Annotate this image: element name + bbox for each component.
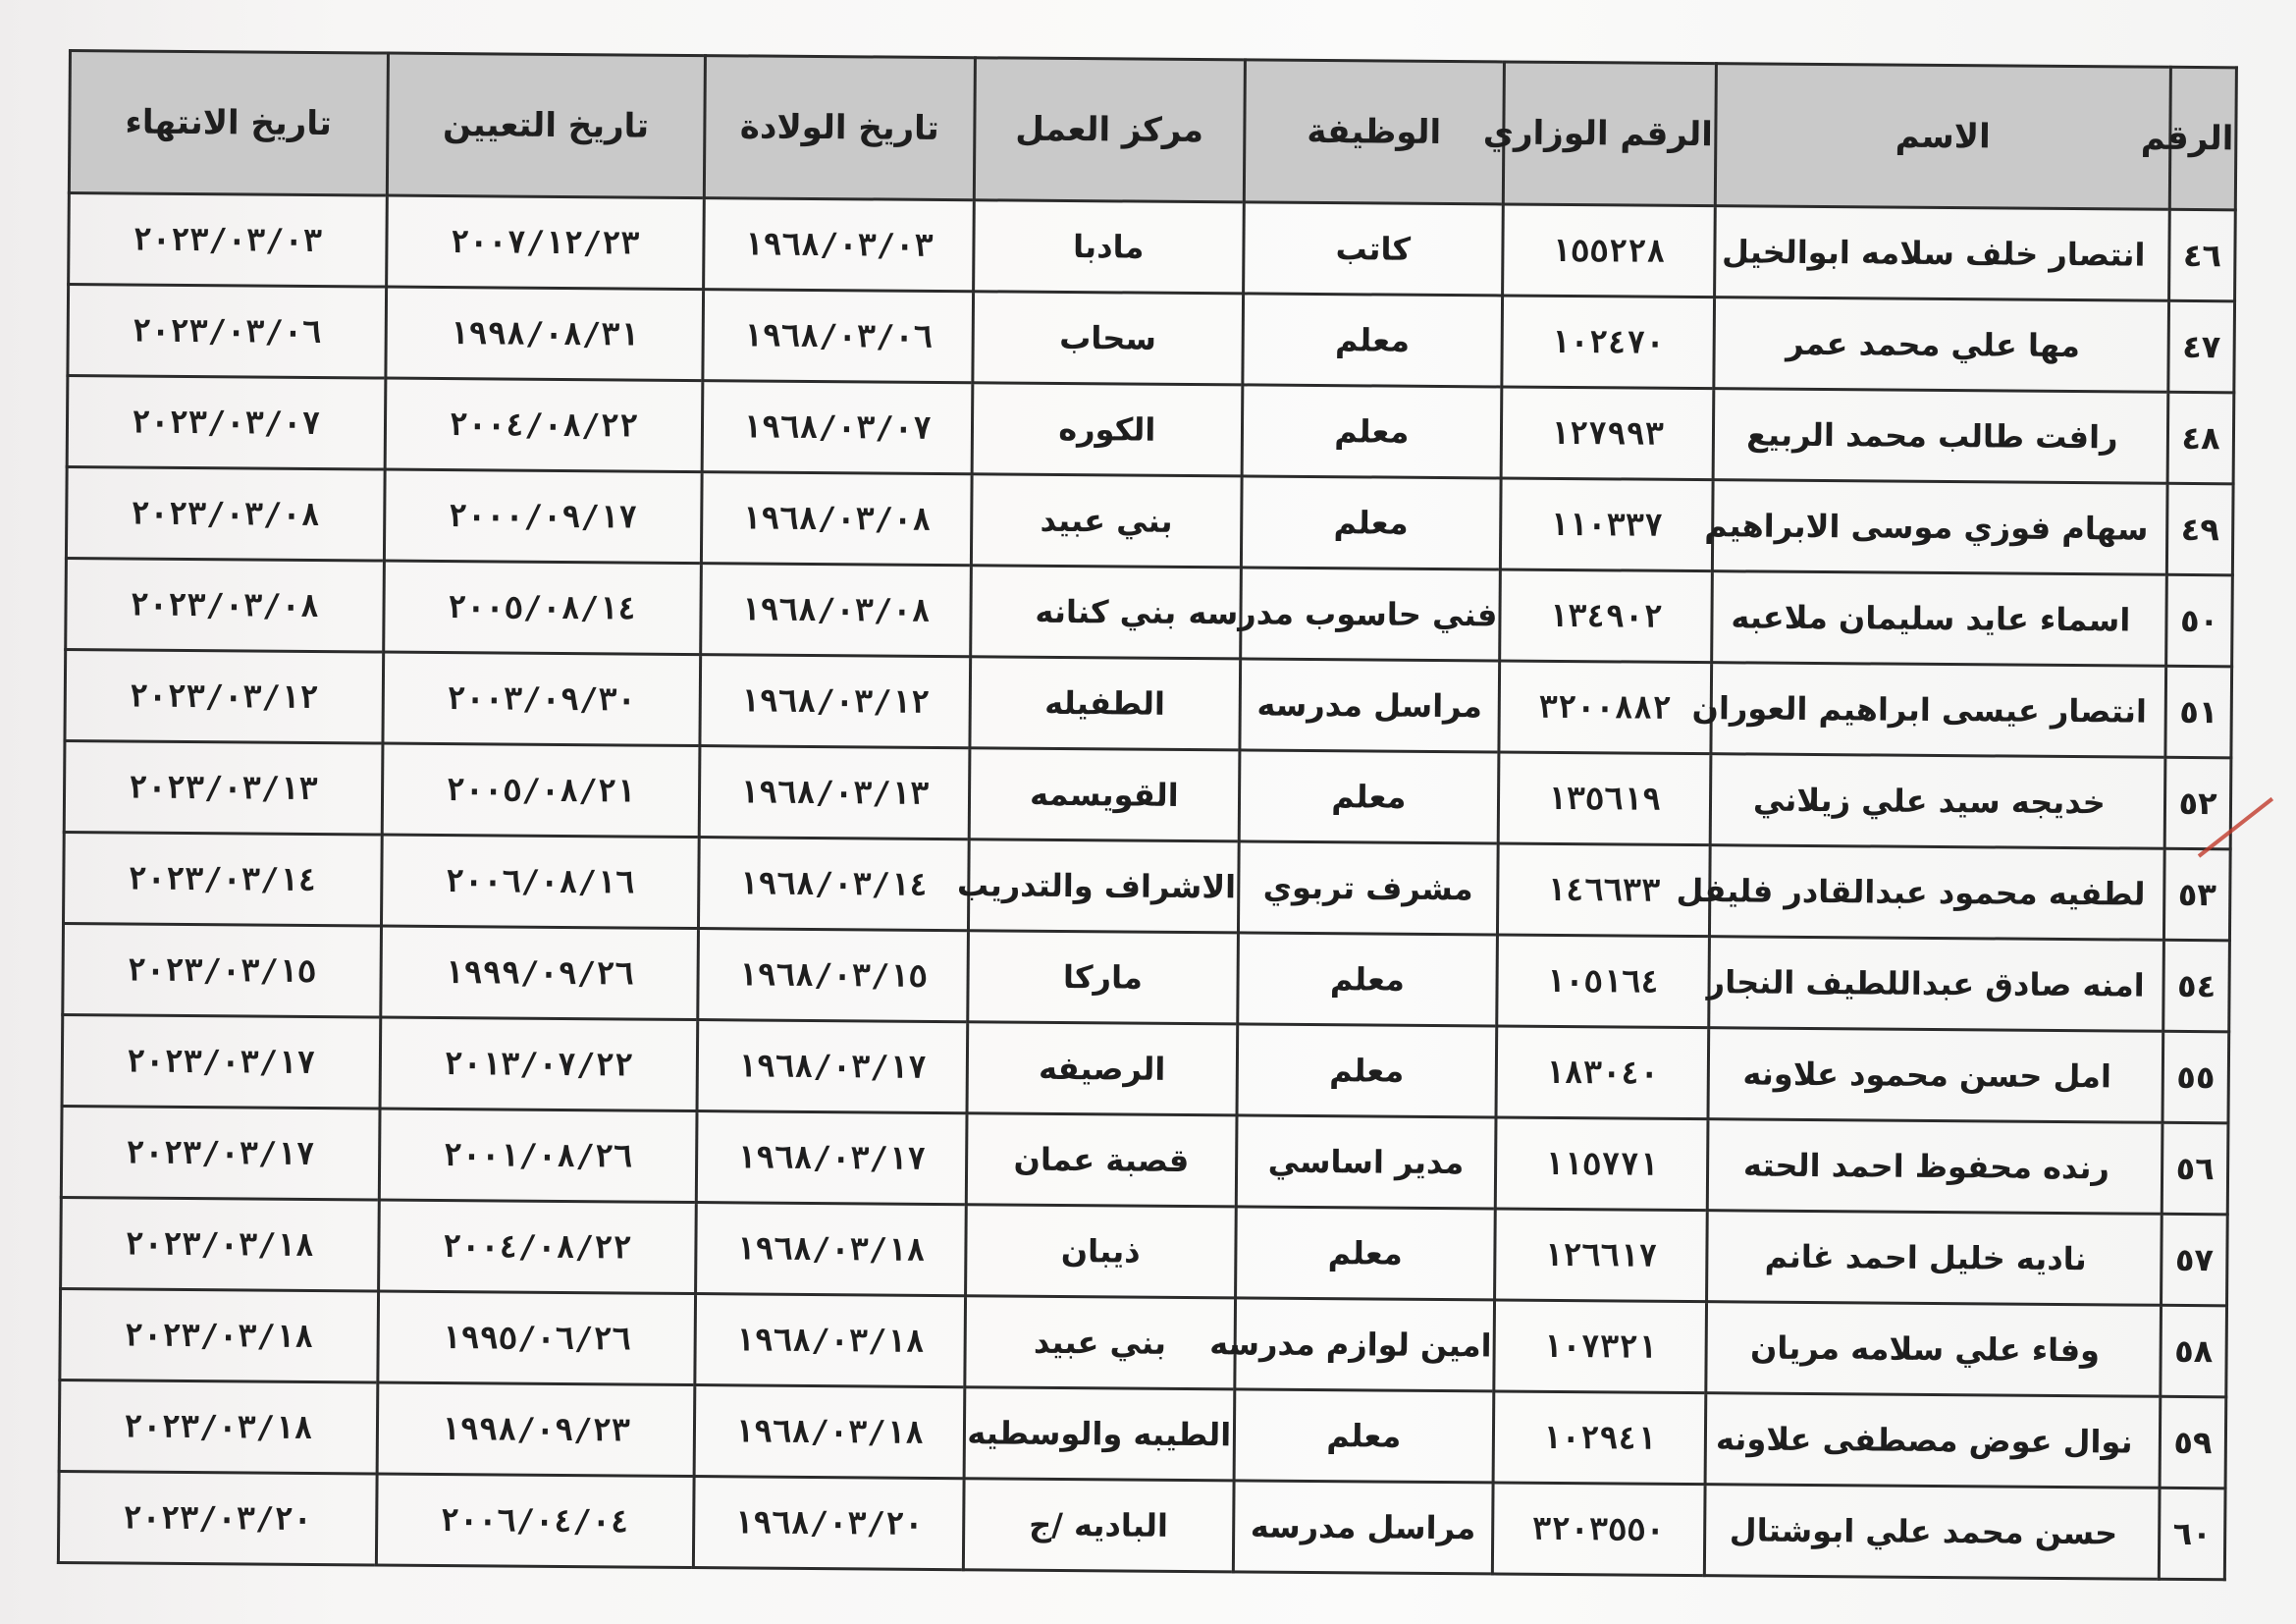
cell-job: معلم: [1238, 933, 1498, 1026]
table-row: [64, 832, 2231, 940]
cell-birth-date: ١٩٦٨/٠٣/٠٧: [702, 381, 973, 474]
cell-job: مدير اساسي: [1236, 1115, 1496, 1209]
cell-workplace: القويسمه: [969, 748, 1240, 841]
cell-name: لطفيه محمود عبدالقادر فليفل: [1709, 845, 2164, 941]
cell-ministry-no: ١٠٧٣٢١: [1494, 1300, 1706, 1393]
cell-birth-date: ١٩٦٨/٠٣/١٤: [698, 838, 969, 931]
table-row: [64, 740, 2231, 848]
cell-job: معلم: [1243, 294, 1503, 387]
cell-birth-date: ١٩٦٨/٠٣/١٨: [695, 1294, 966, 1387]
cell-name: وفاء علي سلامه مريان: [1705, 1302, 2161, 1397]
cell-ministry-no: ١٣٥٦١٩: [1498, 752, 1710, 845]
cell-end-date: ٢٠٢٣/٠٣/١٨: [60, 1288, 378, 1382]
header-num: الرقم: [2169, 67, 2236, 210]
cell-end-date: ٢٠٢٣/٠٣/١٣: [64, 740, 382, 835]
cell-job: فني حاسوب مدرسه: [1240, 568, 1500, 661]
table-row: [63, 923, 2230, 1031]
cell-num: ٥٦: [2162, 1122, 2228, 1215]
table-row: [60, 1288, 2227, 1396]
table-row: [62, 1014, 2229, 1122]
cell-end-date: ٢٠٢٣/٠٣/٠٨: [66, 558, 384, 652]
header-row: [69, 51, 2236, 210]
table-row: [58, 1471, 2225, 1579]
cell-num: ٦٠: [2159, 1488, 2225, 1580]
cell-birth-date: ١٩٦٨/٠٣/٠٨: [701, 472, 972, 566]
table-row: [66, 558, 2233, 666]
cell-end-date: ٢٠٢٣/٠٣/١٨: [61, 1197, 379, 1291]
cell-job: معلم: [1239, 750, 1499, 843]
header-end-date: تاريخ الانتهاء: [69, 51, 388, 196]
cell-workplace: سحاب: [973, 292, 1244, 385]
header-appoint-date: تاريخ التعيين: [387, 53, 706, 198]
cell-job: معلم: [1235, 1207, 1495, 1300]
cell-num: ٤٨: [2167, 392, 2234, 484]
table-row: [66, 466, 2233, 574]
cell-workplace: بني عبيد: [965, 1296, 1236, 1389]
cell-job: معلم: [1242, 385, 1502, 478]
cell-workplace: ذيبان: [965, 1205, 1236, 1298]
cell-num: ٤٧: [2168, 300, 2235, 393]
cell-appoint-date: ٢٠٠٠/٠٩/١٧: [384, 469, 702, 564]
table-row: [67, 376, 2234, 484]
cell-birth-date: ١٩٦٨/٠٣/٢٠: [693, 1477, 964, 1570]
cell-job: مراسل مدرسه: [1233, 1481, 1493, 1574]
cell-birth-date: ١٩٦٨/٠٣/١٧: [696, 1111, 967, 1205]
cell-birth-date: ١٩٦٨/٠٣/١٣: [699, 746, 970, 839]
cell-end-date: ٢٠٢٣/٠٣/١٢: [65, 649, 383, 743]
cell-name: خديجه سيد علي زيلاني: [1710, 754, 2165, 849]
cell-num: ٥١: [2165, 666, 2232, 758]
cell-ministry-no: ١٤٦٦٣٣: [1497, 843, 1709, 937]
cell-name: مها علي محمد عمر: [1713, 298, 2168, 393]
cell-workplace: مادبا: [973, 200, 1244, 294]
cell-num: ٤٦: [2169, 209, 2236, 301]
cell-appoint-date: ٢٠٠٧/١٢/٢٣: [386, 195, 704, 290]
cell-end-date: ٢٠٢٣/٠٣/١٨: [59, 1380, 377, 1474]
cell-workplace: قصبة عمان: [966, 1113, 1237, 1207]
cell-birth-date: ١٩٦٨/٠٣/٠٨: [701, 564, 972, 657]
roster-table-container: [57, 49, 2238, 1553]
cell-workplace: الباديه /ج: [963, 1479, 1234, 1572]
cell-num: ٥٣: [2164, 848, 2231, 941]
header-ministry-no: الرقم الوزاري: [1503, 62, 1716, 206]
cell-end-date: ٢٠٢٣/٠٣/٠٨: [66, 466, 384, 561]
cell-job: معلم: [1234, 1389, 1494, 1483]
cell-appoint-date: ١٩٩٩/٠٩/٢٦: [380, 926, 698, 1020]
cell-ministry-no: ١٥٥٢٢٨: [1502, 204, 1714, 298]
cell-workplace: ماركا: [968, 931, 1239, 1024]
cell-end-date: ٢٠٢٣/٠٣/١٧: [62, 1014, 380, 1109]
cell-num: ٥٤: [2163, 940, 2230, 1032]
cell-appoint-date: ٢٠٠١/٠٨/٢٦: [379, 1109, 697, 1203]
cell-appoint-date: ١٩٩٥/٠٦/٢٦: [377, 1291, 695, 1385]
table-row: [65, 649, 2232, 757]
cell-workplace: الطيبه والوسطيه: [964, 1387, 1235, 1481]
cell-job: مراسل مدرسه: [1240, 659, 1500, 752]
cell-name: انتصار خلف سلامه ابوالخيل: [1714, 206, 2169, 301]
cell-name: امنه صادق عبداللطيف النجار: [1708, 937, 2163, 1032]
cell-num: ٥٥: [2163, 1031, 2229, 1123]
cell-num: ٥٧: [2162, 1214, 2228, 1306]
cell-workplace: بني كنانه: [971, 566, 1242, 659]
cell-end-date: ٢٠٢٣/٠٣/١٤: [64, 832, 382, 926]
cell-birth-date: ١٩٦٨/٠٣/٠٣: [704, 198, 975, 292]
cell-num: ٥٨: [2161, 1305, 2227, 1397]
cell-name: رافت طالب محمد الربيع: [1713, 389, 2168, 484]
cell-num: ٥٢: [2164, 757, 2231, 849]
cell-end-date: ٢٠٢٣/٠٣/٢٠: [58, 1471, 376, 1565]
cell-birth-date: ١٩٦٨/٠٣/٠٦: [703, 290, 974, 383]
cell-appoint-date: ٢٠١٣/٠٧/٢٢: [380, 1017, 698, 1111]
cell-name: حسن محمد علي ابوشتال: [1704, 1485, 2160, 1580]
table-row: [59, 1380, 2226, 1488]
cell-appoint-date: ٢٠٠٤/٠٨/٢٢: [385, 378, 703, 472]
cell-ministry-no: ٣٢٠٠٨٨٢: [1499, 661, 1711, 754]
cell-appoint-date: ٢٠٠٥/٠٨/١٤: [383, 561, 701, 655]
cell-end-date: ٢٠٢٣/٠٣/١٥: [63, 923, 381, 1017]
cell-num: ٥٩: [2160, 1396, 2226, 1489]
table-row: [61, 1197, 2228, 1305]
cell-ministry-no: ١٨٣٠٤٠: [1496, 1026, 1708, 1119]
cell-birth-date: ١٩٦٨/٠٣/١٥: [698, 929, 969, 1022]
cell-name: امل حسن محمود علاونه: [1708, 1028, 2163, 1123]
cell-name: نوال عوض مصطفى علاونه: [1705, 1393, 2161, 1489]
cell-birth-date: ١٩٦٨/٠٣/١٧: [697, 1020, 968, 1113]
cell-appoint-date: ٢٠٠٥/٠٨/٢١: [382, 743, 700, 838]
cell-num: ٤٩: [2167, 483, 2234, 575]
cell-workplace: الرصيفه: [967, 1022, 1238, 1115]
cell-end-date: ٢٠٢٣/٠٣/٠٣: [69, 193, 387, 288]
header-workplace: مركز العمل: [974, 58, 1245, 202]
cell-ministry-no: ٣٢٠٣٥٥٠: [1492, 1483, 1704, 1576]
cell-end-date: ٢٠٢٣/٠٣/١٧: [61, 1106, 379, 1200]
cell-birth-date: ١٩٦٨/٠٣/١٢: [700, 655, 971, 748]
cell-workplace: الكوره: [972, 383, 1243, 476]
table-row: [69, 193, 2236, 301]
cell-appoint-date: ٢٠٠٦/٠٤/٠٤: [376, 1474, 694, 1568]
cell-job: كاتب: [1243, 202, 1503, 296]
cell-workplace: الاشراف والتدريب: [968, 839, 1239, 933]
cell-job: امين لوازم مدرسه: [1235, 1298, 1495, 1391]
cell-name: اسماء عايد سليمان ملاعبه: [1711, 571, 2166, 667]
cell-ministry-no: ١٠٢٩٤١: [1493, 1391, 1705, 1485]
cell-ministry-no: ١٣٤٩٠٢: [1500, 569, 1712, 663]
cell-appoint-date: ٢٠٠٦/٠٨/١٦: [381, 835, 699, 929]
cell-ministry-no: ١٢٦٦١٧: [1494, 1209, 1706, 1302]
table-row: [68, 285, 2235, 393]
cell-ministry-no: ١١٥٧٧١: [1495, 1117, 1707, 1211]
cell-job: معلم: [1237, 1024, 1497, 1117]
cell-appoint-date: ١٩٩٨/٠٩/٢٣: [377, 1382, 695, 1477]
cell-appoint-date: ٢٠٠٣/٠٩/٣٠: [382, 652, 700, 746]
cell-birth-date: ١٩٦٨/٠٣/١٨: [696, 1203, 967, 1296]
cell-name: رنده محفوظ احمد الحته: [1707, 1119, 2163, 1215]
cell-ministry-no: ١٠٥١٦٤: [1497, 935, 1709, 1028]
cell-workplace: بني عبيد: [971, 474, 1242, 568]
cell-name: ناديه خليل احمد غانم: [1706, 1211, 2162, 1306]
cell-ministry-no: ١١٠٣٣٧: [1500, 478, 1712, 571]
cell-appoint-date: ١٩٩٨/٠٨/٣١: [385, 287, 703, 381]
cell-ministry-no: ١٢٧٩٩٣: [1501, 387, 1713, 480]
cell-job: معلم: [1241, 476, 1501, 569]
header-name: الاسم: [1715, 64, 2171, 210]
cell-appoint-date: ٢٠٠٤/٠٨/٢٢: [378, 1200, 696, 1294]
cell-job: مشرف تربوي: [1238, 841, 1498, 935]
cell-end-date: ٢٠٢٣/٠٣/٠٦: [68, 285, 386, 379]
cell-ministry-no: ١٠٢٤٧٠: [1502, 296, 1714, 389]
cell-end-date: ٢٠٢٣/٠٣/٠٧: [67, 376, 385, 470]
table-row: [61, 1106, 2228, 1214]
header-job: الوظيفة: [1244, 60, 1504, 204]
cell-name: انتصار عيسى ابراهيم العوران: [1710, 663, 2165, 758]
cell-birth-date: ١٩٦٨/٠٣/١٨: [694, 1385, 965, 1479]
cell-workplace: الطفيله: [970, 657, 1241, 750]
cell-name: سهام فوزي موسى الابراهيم: [1712, 480, 2167, 575]
cell-num: ٥٠: [2166, 574, 2233, 667]
retirement-roster-table: [57, 49, 2238, 1581]
header-birth-date: تاريخ الولادة: [704, 56, 975, 200]
